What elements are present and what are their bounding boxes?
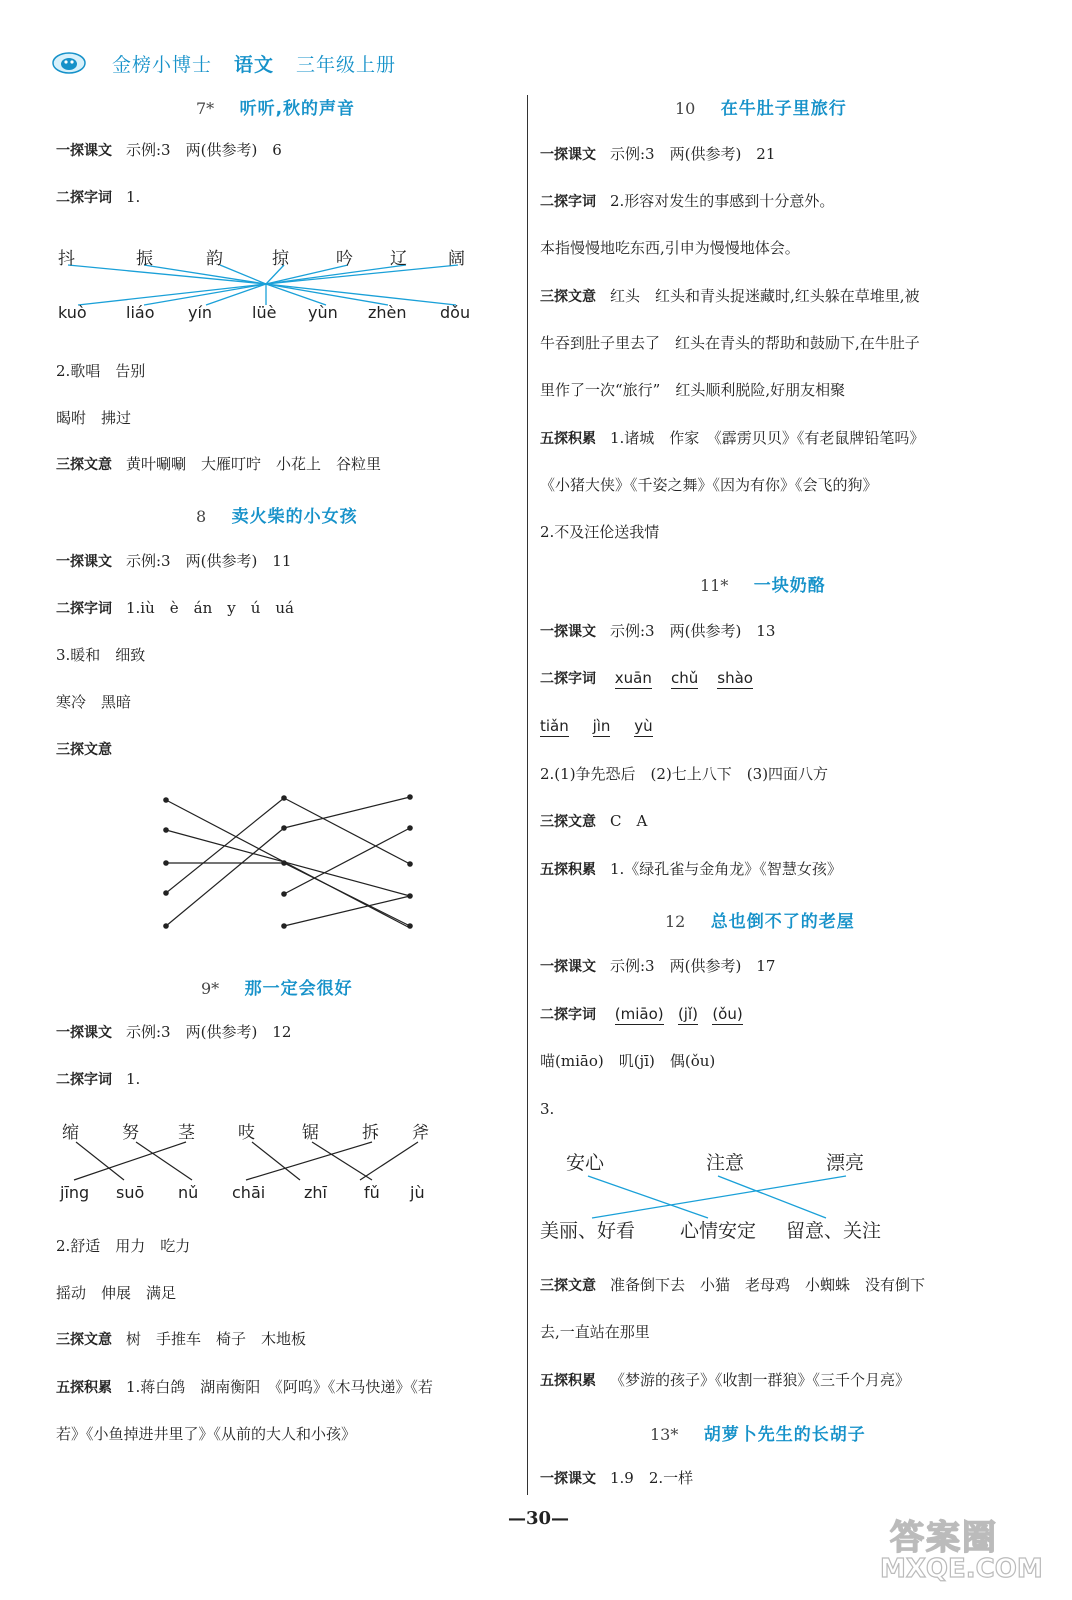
answer-text: 2.形容对发生的事感到十分意外。: [610, 192, 835, 210]
pinyin-blank: tiǎn: [540, 717, 569, 735]
section-title: 听听,秋的声音: [239, 99, 356, 119]
answer-line: [540, 1468, 693, 1489]
pinyin-blank: xuān: [614, 669, 652, 687]
char-label: 锯: [302, 1123, 319, 1143]
section-number: 9*: [201, 979, 220, 998]
page-number: —30—: [508, 1508, 570, 1529]
answer-line: 2.(1)争先恐后 (2)七上八下 (3)四面八方: [540, 765, 829, 783]
brand-name: 金榜小博士: [112, 53, 213, 76]
answer-tag: 五探积累: [56, 1380, 112, 1396]
answer-tag: 一探课文: [540, 147, 596, 163]
pinyin-blank: jìn: [592, 717, 611, 735]
section-title: 胡萝卜先生的长胡子: [703, 1425, 866, 1445]
pinyin-label: suō: [116, 1183, 145, 1202]
answer-text: 示例:3 两(供参考) 21: [610, 145, 776, 163]
pinyin-label: lüè: [252, 303, 277, 322]
pinyin-blank: chǔ: [670, 669, 699, 687]
answer-tag: 五探积累: [540, 862, 596, 878]
section-number: 8: [196, 507, 207, 526]
char-label: 努: [122, 1123, 139, 1143]
answer-text: 示例:3 两(供参考) 13: [610, 622, 776, 640]
answer-text: 1.9 2.一样: [610, 1469, 694, 1487]
pinyin-blank: (ǒu): [712, 1005, 743, 1023]
answer-line: 暍咐 拂过: [56, 409, 132, 427]
answer-text: 《梦游的孩子》《收割一群狼》《三千个月亮》: [610, 1371, 911, 1389]
page-header: [52, 48, 418, 78]
answer-line: 3.: [540, 1100, 555, 1118]
answer-tag: 二探字词: [540, 671, 596, 687]
char-label: 拆: [362, 1123, 379, 1143]
answer-tag: 三探文意: [56, 742, 112, 758]
section-title: 那一定会很好: [244, 979, 353, 999]
char-label: 韵: [206, 249, 223, 269]
answer-tag: 一探课文: [540, 959, 596, 975]
section-number: 11*: [700, 576, 729, 595]
answer-tag: 二探字词: [540, 194, 596, 210]
pinyin-label: nǔ: [178, 1183, 199, 1202]
char-label: 掠: [272, 249, 289, 269]
char-label: 阔: [448, 249, 465, 269]
answer-text: 1.: [126, 188, 141, 206]
section-title: 在牛肚子里旅行: [720, 99, 847, 119]
answer-tag: 五探积累: [540, 431, 596, 447]
answer-tag: 一探课文: [56, 554, 112, 570]
matching-lines: [56, 88, 516, 1288]
pinyin-label: yín: [188, 303, 213, 322]
answer-tag: 二探字词: [56, 1072, 112, 1088]
answer-text: 示例:3 两(供参考) 11: [126, 552, 292, 570]
answer-tag: 五探积累: [540, 1373, 596, 1389]
answer-line: 2.舒适 用力 吃力: [56, 1237, 191, 1255]
matching-lines: [540, 88, 1010, 1288]
answer-line: 本指慢慢地吃东西,引申为慢慢地体会。: [540, 239, 800, 257]
answer-text: 1.诸城 作家 《霹雳贝贝》《有老鼠牌铅笔吗》: [610, 429, 925, 447]
section-number: 13*: [650, 1425, 679, 1444]
char-label: 吱: [238, 1123, 255, 1143]
char-label: 吟: [336, 249, 353, 269]
char-label: 辽: [390, 249, 407, 269]
pinyin-label: fǔ: [364, 1183, 380, 1202]
answer-tag: 三探文意: [56, 457, 112, 473]
answer-line: [56, 1377, 433, 1398]
section-title: 一块奶酪: [753, 576, 826, 596]
pinyin-label: jù: [410, 1183, 425, 1202]
section-13-heading: [650, 1420, 866, 1445]
answer-text: 示例:3 两(供参考) 17: [610, 957, 776, 975]
pinyin-label: zhī: [304, 1183, 327, 1202]
pinyin-label: kuò: [58, 303, 87, 322]
answer-text: 示例:3 两(供参考) 12: [126, 1023, 292, 1041]
section-number: 10: [675, 99, 696, 118]
answer-line: [540, 1370, 910, 1391]
answer-line: [540, 1275, 925, 1296]
answer-text: 1.: [126, 1070, 141, 1088]
answer-text: 准备倒下去 小猫 老母鸡 小蜘蛛 没有倒下: [610, 1276, 926, 1294]
answer-tag: 三探文意: [540, 1278, 596, 1294]
watermark-url: MXQE.COM: [880, 1554, 1043, 1584]
answer-line: 喵(miāo) 叽(jī) 偶(ǒu): [540, 1052, 716, 1070]
answer-line: 摇动 伸展 满足: [56, 1284, 177, 1302]
answer-tag: 三探文意: [540, 289, 596, 305]
watermark: [880, 1510, 1052, 1590]
brand-logo-icon: [52, 51, 86, 75]
char-label: 抖: [58, 249, 75, 269]
answer-line: 3.暖和 细致: [56, 646, 146, 664]
pinyin-blank: (miāo): [614, 1005, 664, 1023]
answer-tag: 二探字词: [540, 1007, 596, 1023]
answer-tag: 一探课文: [56, 1025, 112, 1041]
pinyin-label: dǒu: [440, 303, 471, 322]
char-label: 振: [136, 249, 153, 269]
answer-tag: 三探文意: [56, 1332, 112, 1348]
pinyin-blank: yù: [634, 717, 653, 735]
pinyin-label: zhèn: [368, 303, 407, 322]
answer-text: 1.蒋白鸽 湖南衡阳 《阿呜》《木马快递》《若: [126, 1378, 433, 1396]
answer-line: [56, 1329, 306, 1350]
answer-tag: 三探文意: [540, 814, 596, 830]
answer-text: 1.iù è án y ú uá: [126, 599, 294, 617]
pinyin-label: chāi: [232, 1183, 266, 1202]
answer-line: 去,一直站在那里: [540, 1323, 650, 1341]
section-title: 总也倒不了的老屋: [710, 912, 855, 932]
pinyin-label: yùn: [308, 303, 338, 322]
section-title: 卖火柴的小女孩: [231, 507, 358, 527]
answer-text: 示例:3 两(供参考) 6: [126, 141, 282, 159]
answer-tag: 一探课文: [540, 1471, 596, 1487]
pinyin-blank: shào: [717, 669, 753, 687]
word-label: 漂亮: [826, 1152, 865, 1174]
grade-name: 三年级上册: [296, 53, 397, 76]
answer-line: 《小猪大侠》《千姿之舞》《因为有你》《会飞的狗》: [540, 476, 878, 494]
word-label: 心情安定: [680, 1220, 757, 1242]
word-label: 美丽、好看: [540, 1220, 636, 1242]
char-label: 斧: [412, 1123, 429, 1143]
answer-tag: 二探字词: [56, 601, 112, 617]
answer-text: 1.《绿孔雀与金角龙》《智慧女孩》: [610, 860, 842, 878]
char-label: 茎: [178, 1123, 195, 1143]
watermark-logo: 答案圈: [890, 1518, 998, 1558]
answer-text: 树 手推车 椅子 木地板: [126, 1330, 307, 1348]
answer-tag: 一探课文: [540, 624, 596, 640]
answer-text: 红头 红头和青头捉迷藏时,红头躲在草堆里,被: [610, 287, 920, 305]
answer-line: 若》《小鱼掉进井里了》《从前的大人和小孩》: [56, 1425, 357, 1443]
answer-text: C A: [610, 812, 648, 830]
answer-line: 牛吞到肚子里去了 红头在青头的帮助和鼓励下,在牛肚子: [540, 334, 920, 352]
word-label: 安心: [566, 1152, 605, 1174]
pinyin-label: jīng: [60, 1183, 90, 1202]
word-label: 注意: [706, 1152, 745, 1174]
answer-line: 里作了一次“旅行” 红头顺利脱险,好朋友相聚: [540, 381, 846, 399]
answer-line: 2.不及汪伦送我情: [540, 523, 660, 541]
answer-tag: 一探课文: [56, 143, 112, 159]
subject-name: 语文: [234, 53, 275, 76]
answer-tag: 二探字词: [56, 190, 112, 206]
pinyin-blank: (jǐ): [677, 1005, 698, 1023]
word-label: 留意、关注: [786, 1220, 882, 1242]
section-number: 12: [665, 912, 686, 931]
answer-line: 2.歌唱 告别: [56, 362, 146, 380]
char-label: 缩: [62, 1123, 79, 1143]
answer-text: 黄叶唰唰 大雁叮咛 小花上 谷粒里: [126, 455, 382, 473]
answer-line: 寒冷 黑暗: [56, 693, 132, 711]
section-number: 7*: [196, 99, 215, 118]
column-divider: [527, 95, 528, 1495]
pinyin-label: liáo: [126, 303, 155, 322]
